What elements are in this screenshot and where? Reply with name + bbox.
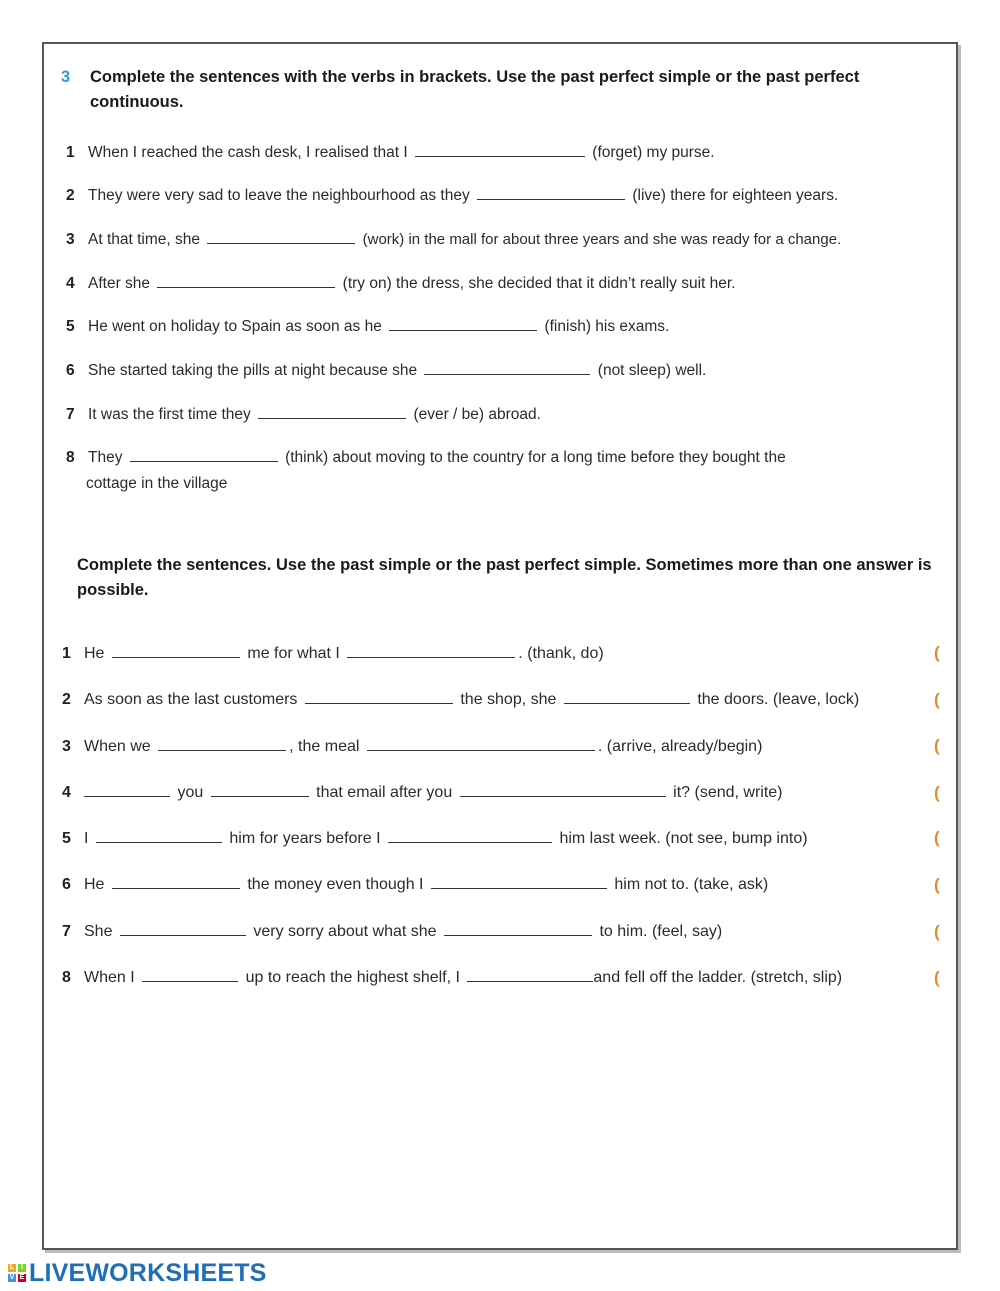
answer-blank[interactable] xyxy=(477,185,625,200)
answer-blank[interactable] xyxy=(415,142,585,157)
sentence-end: (live) there for eighteen years. xyxy=(632,187,839,204)
sentence-start: She started taking the pills at night because she xyxy=(88,362,418,379)
answer-blank[interactable] xyxy=(96,828,222,843)
orange-paren-mark: ( xyxy=(934,875,940,894)
answer-blank[interactable] xyxy=(158,736,286,751)
answer-blank[interactable] xyxy=(444,921,592,936)
logo-tile: L xyxy=(9,1264,15,1271)
sentence-part: She xyxy=(84,923,113,940)
item-number: 5 xyxy=(62,830,71,847)
answer-blank[interactable] xyxy=(130,447,278,462)
item-number: 1 xyxy=(62,645,71,662)
sentence-end: (work) in the mall for about three years and she was ready for a change. xyxy=(362,231,842,248)
item-number: 6 xyxy=(66,362,75,379)
ex4-item-8 xyxy=(62,966,842,990)
sentence-end: (try on) the dress, she decided that it didn’t really suit her. xyxy=(342,275,736,292)
ex3-item-4 xyxy=(66,272,736,296)
item-number: 6 xyxy=(62,876,71,893)
answer-blank[interactable] xyxy=(367,736,595,751)
sentence-part: to him. (feel, say) xyxy=(599,923,723,940)
answer-blank[interactable] xyxy=(424,360,590,375)
item-number: 2 xyxy=(62,691,71,708)
sentence-part: the shop, she xyxy=(460,691,557,708)
sentence-start: They xyxy=(88,449,123,466)
liveworksheets-logo[interactable] xyxy=(8,1258,267,1288)
exercise-3-instructions-text: Complete the sentences with the verbs in brackets. Use the past perfect simple or the past perfect continuous. xyxy=(90,68,860,111)
answer-blank[interactable] xyxy=(305,689,453,704)
ex4-item-1 xyxy=(62,642,604,666)
answer-blank[interactable] xyxy=(460,782,666,797)
sentence-end: (think) about moving to the country for a long time before they bought the xyxy=(285,449,786,466)
logo-text: LIVEWORKSHEETS xyxy=(29,1258,267,1287)
sentence-part: him for years before I xyxy=(229,830,381,847)
ex3-item-3 xyxy=(66,228,841,252)
sentence-part: him not to. (take, ask) xyxy=(614,876,769,893)
answer-blank[interactable] xyxy=(564,689,690,704)
ex3-item-5 xyxy=(66,315,669,339)
answer-blank[interactable] xyxy=(431,874,607,889)
sentence-end: (ever / be) abroad. xyxy=(413,406,541,423)
ex4-item-6 xyxy=(62,873,768,897)
item-number: 8 xyxy=(62,969,71,986)
sentence-part: When I xyxy=(84,969,135,986)
item-number: 3 xyxy=(62,738,71,755)
ex4-item-5 xyxy=(62,827,808,851)
exercise-4-instructions: Complete the sentences. Use the past simple or the past perfect simple. Sometimes more than one answer is possible. xyxy=(77,556,932,599)
sentence-part: up to reach the highest shelf, I xyxy=(245,969,460,986)
ex3-item-8 xyxy=(66,446,786,470)
item-number: 3 xyxy=(66,231,75,248)
sentence-end: (forget) my purse. xyxy=(592,144,715,161)
sentence-part: the doors. (leave, lock) xyxy=(697,691,860,708)
sentence-start: When I reached the cash desk, I realised that I xyxy=(88,144,408,161)
ex3-item-6 xyxy=(66,359,706,383)
answer-blank[interactable] xyxy=(467,967,593,982)
item-number: 5 xyxy=(66,318,75,335)
ex3-item-1 xyxy=(66,141,715,165)
sentence-end: (not sleep) well. xyxy=(597,362,707,379)
ex4-item-2 xyxy=(62,688,859,712)
answer-blank[interactable] xyxy=(389,316,537,331)
answer-blank[interactable] xyxy=(258,404,406,419)
answer-blank[interactable] xyxy=(142,967,238,982)
ex3-item-7 xyxy=(66,403,541,427)
answer-blank[interactable] xyxy=(112,874,240,889)
logo-tile: V xyxy=(9,1274,15,1281)
ex4-item-7 xyxy=(62,920,722,944)
orange-paren-mark: ( xyxy=(934,922,940,941)
item-number: 1 xyxy=(66,144,75,161)
orange-paren-mark: ( xyxy=(934,968,940,987)
sentence-part: it? (send, write) xyxy=(673,784,783,801)
sentence-start: He went on holiday to Spain as soon as he xyxy=(88,318,382,335)
answer-blank[interactable] xyxy=(211,782,309,797)
sentence-part: He xyxy=(84,876,105,893)
item-number: 7 xyxy=(62,923,71,940)
sentence-part: , the meal xyxy=(289,738,360,755)
logo-tile: I xyxy=(18,1264,26,1272)
sentence-part: As soon as the last customers xyxy=(84,691,298,708)
ex4-item-4 xyxy=(62,781,783,805)
sentence-part: He xyxy=(84,645,105,662)
exercise-3-number: 3 xyxy=(61,68,71,86)
orange-paren-mark: ( xyxy=(934,736,940,755)
item-number: 7 xyxy=(66,406,75,423)
sentence-part: . (thank, do) xyxy=(518,645,604,662)
item-number: 8 xyxy=(66,449,75,466)
sentence-start: They were very sad to leave the neighbourhood as they xyxy=(88,187,470,204)
sentence-part: you xyxy=(177,784,204,801)
sentence-start: After she xyxy=(88,275,151,292)
sentence-part: me for what I xyxy=(247,645,340,662)
sentence-part: and fell off the ladder. (stretch, slip) xyxy=(593,969,843,986)
ex3-item-2 xyxy=(66,184,838,208)
sentence-start: At that time, she xyxy=(88,231,200,248)
answer-blank[interactable] xyxy=(157,273,335,288)
ex3-item-8-continuation: cottage in the village xyxy=(86,475,228,492)
sentence-part: very sorry about what she xyxy=(253,923,437,940)
answer-blank[interactable] xyxy=(112,643,240,658)
item-number: 4 xyxy=(62,784,71,801)
sentence-start: It was the first time they xyxy=(88,406,251,423)
item-number: 4 xyxy=(66,275,75,292)
sentence-part: I xyxy=(84,830,89,847)
exercise-3-instructions xyxy=(61,65,920,115)
item-number: 2 xyxy=(66,187,75,204)
logo-tile: E xyxy=(19,1274,25,1281)
answer-blank[interactable] xyxy=(84,782,170,797)
answer-blank[interactable] xyxy=(120,921,246,936)
sentence-part: When we xyxy=(84,738,151,755)
logo-mark-icon xyxy=(8,1264,26,1282)
orange-paren-mark: ( xyxy=(934,643,940,662)
sentence-part: him last week. (not see, bump into) xyxy=(559,830,808,847)
sentence-part: that email after you xyxy=(316,784,453,801)
answer-blank[interactable] xyxy=(207,229,355,244)
orange-paren-mark: ( xyxy=(934,690,940,709)
sentence-end: (finish) his exams. xyxy=(544,318,670,335)
orange-paren-mark: ( xyxy=(934,783,940,802)
sentence-part: the money even though I xyxy=(247,876,424,893)
answer-blank[interactable] xyxy=(388,828,552,843)
answer-blank[interactable] xyxy=(347,643,515,658)
ex4-item-3 xyxy=(62,735,762,759)
orange-paren-mark: ( xyxy=(934,828,940,847)
sentence-part: . (arrive, already/begin) xyxy=(597,738,763,755)
